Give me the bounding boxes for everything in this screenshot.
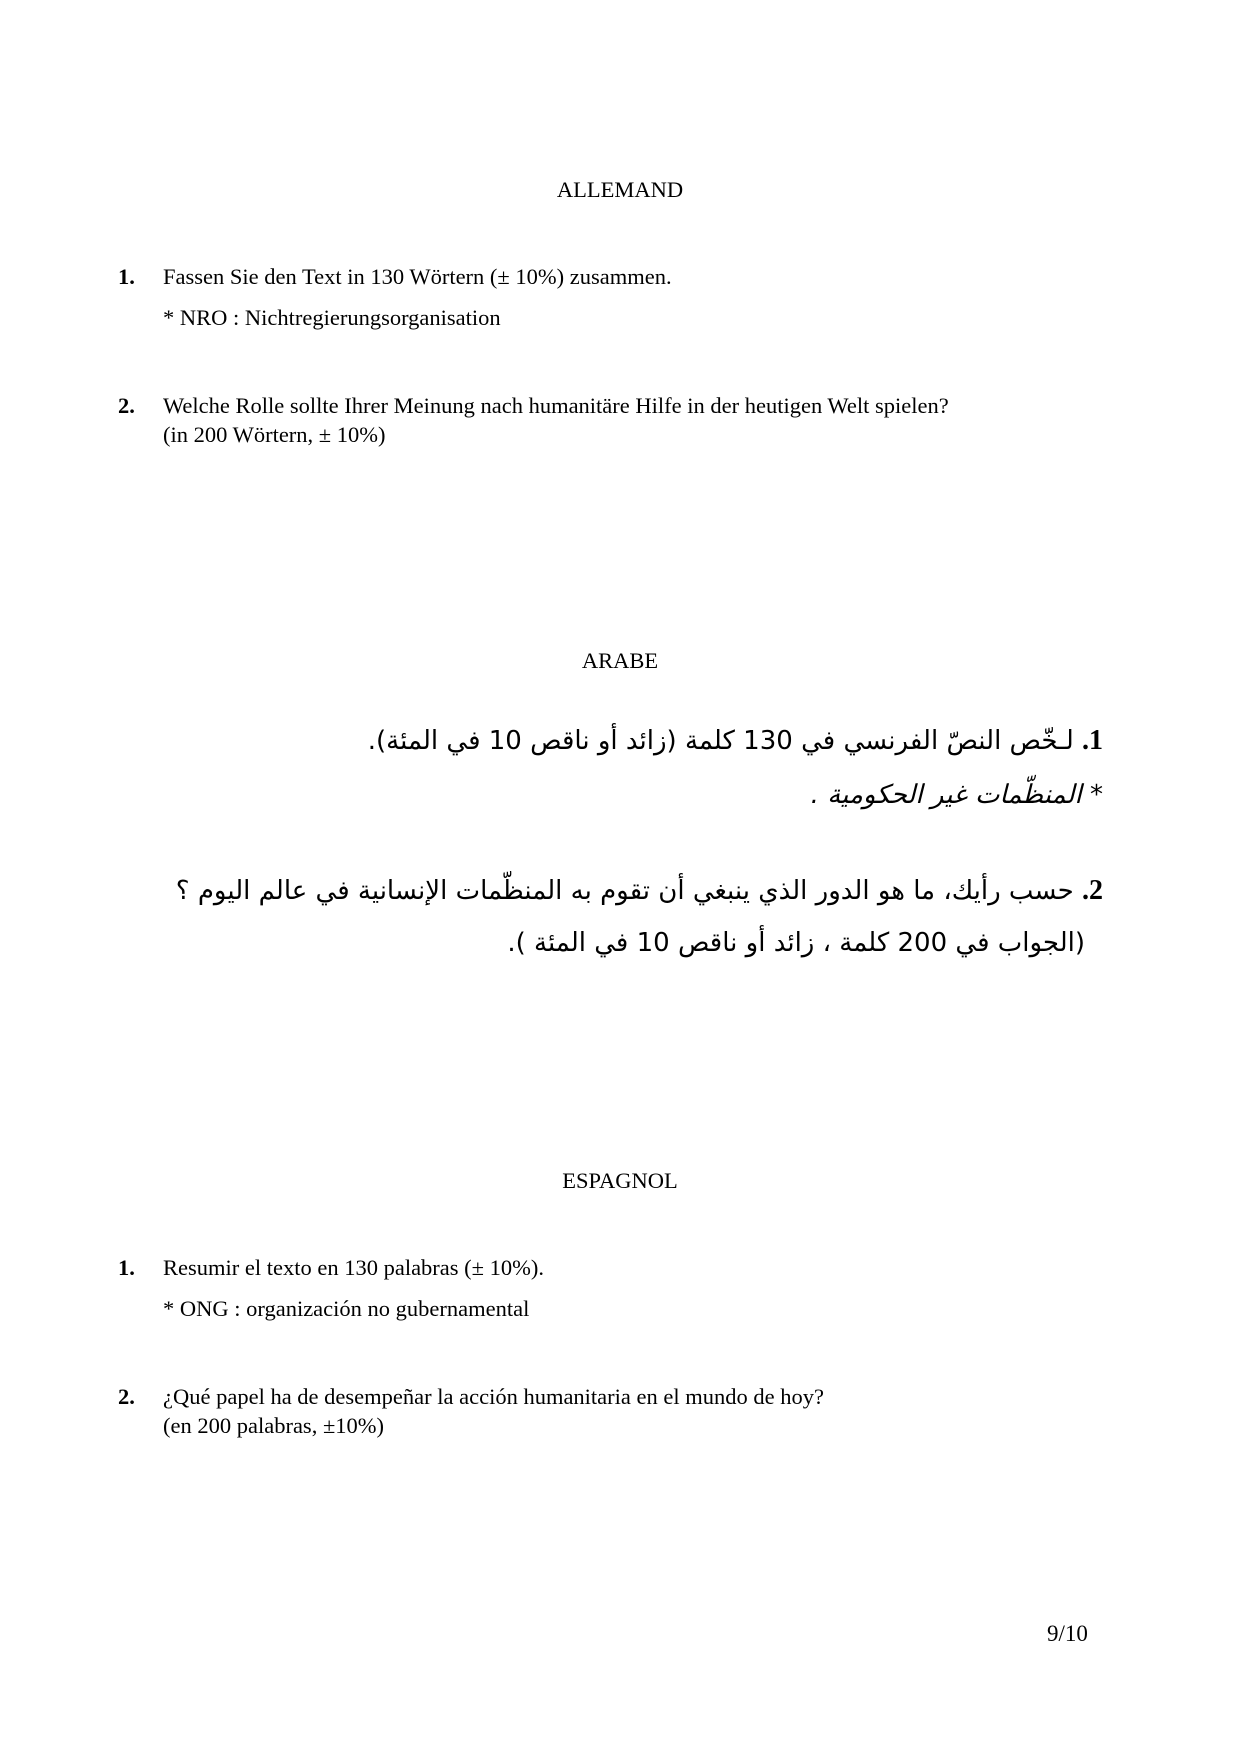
espagnol-q1-text: Resumir el texto en 130 palabras (± 10%). — [163, 1255, 544, 1280]
allemand-q1-text: Fassen Sie den Text in 130 Wörtern (± 10%) zusammen. — [163, 264, 672, 289]
arabe-q2-text: حسب رأيك، ما هو الدور الذي ينبغي أن تقوم به المنظّمات الإنسانية في عالم اليوم ؟ — [175, 876, 1074, 906]
section-title-arabe: ARABE — [581, 648, 659, 673]
allemand-q1-number: 1. — [118, 264, 135, 289]
arabe-q2-text-line2: (الجواب في 200 كلمة ، زائد أو ناقص 10 في المئة ). — [507, 928, 1085, 958]
espagnol-q2-number: 2. — [118, 1384, 135, 1409]
allemand-q2-number: 2. — [118, 393, 135, 418]
espagnol-q2-text: ¿Qué papel ha de desempeñar la acción humanitaria en el mundo de hoy? — [163, 1384, 824, 1409]
arabe-q1-note: * المنظّمات غير الحكومية . — [810, 780, 1103, 810]
allemand-q2-text: Welche Rolle sollte Ihrer Meinung nach humanitäre Hilfe in der heutigen Welt spielen? — [163, 393, 949, 418]
arabe-q1 — [368, 723, 1103, 758]
section-title-allemand: ALLEMAND — [556, 177, 684, 202]
allemand-q1-note: * NRO : Nichtregierungsorganisation — [163, 305, 501, 330]
arabe-q1-text: لـخّص النصّ الفرنسي في 130 كلمة (زائد أو ناقص 10 في المئة). — [367, 726, 1074, 756]
arabe-q2-number: 2. — [1082, 875, 1103, 906]
section-title-espagnol: ESPAGNOL — [562, 1168, 678, 1193]
arabe-q1-number: 1. — [1082, 725, 1103, 756]
page-number: 9/10 — [1047, 1621, 1088, 1646]
arabe-q2 — [176, 873, 1103, 908]
espagnol-q1-number: 1. — [118, 1255, 135, 1280]
espagnol-q2-text-line2: (en 200 palabras, ±10%) — [163, 1413, 385, 1438]
allemand-q2-text-line2: (in 200 Wörtern, ± 10%) — [163, 422, 386, 447]
espagnol-q1-note: * ONG : organización no gubernamental — [163, 1296, 530, 1321]
